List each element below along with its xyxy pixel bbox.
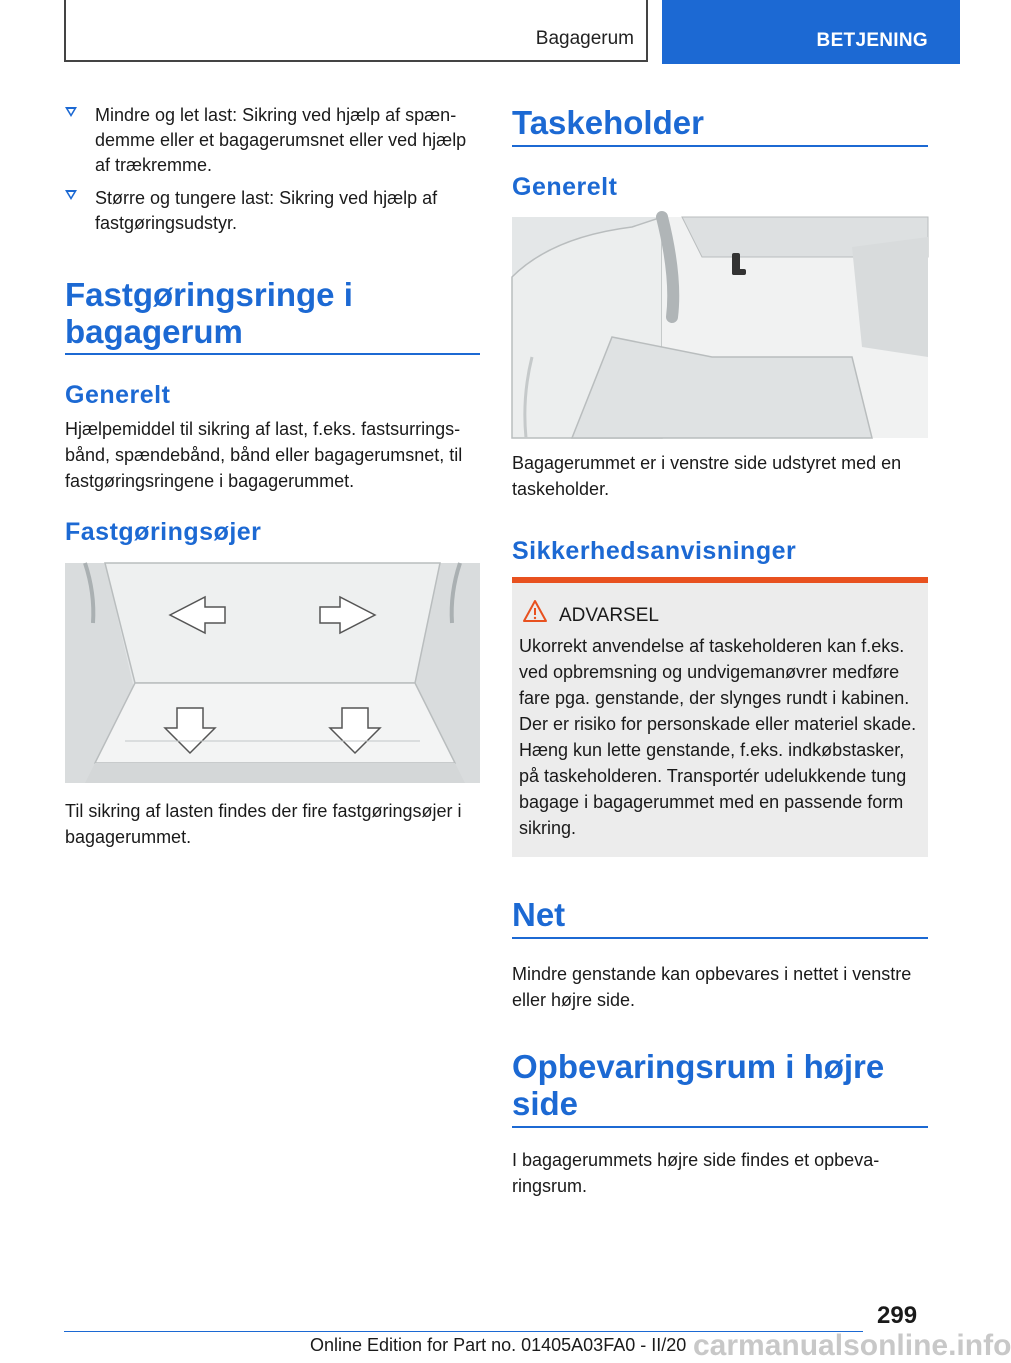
bullet-item [65, 103, 480, 178]
watermark: carmanualsonline.info [693, 1329, 1011, 1362]
warning-box [512, 577, 928, 857]
bag-holder-image [512, 217, 928, 438]
triangle-bullet-icon [65, 107, 77, 117]
taskeholder-paragraph: Bagagerummet er i venstre side udstyret med en taskeholder. [512, 453, 902, 499]
heading-taskeholder: Taskeholder [512, 104, 704, 141]
edition-text: Online Edition for Part no. 01405A03FA0 - II/20 [310, 1335, 687, 1355]
generelt-paragraph: Hjælpemiddel til sikring af last, f.eks. fastsurringsbånd, spændebånd, bånd eller bagagerumsnet, til fastgøringsringene i bagagerummet. [65, 419, 463, 491]
heading-rule [512, 145, 928, 147]
bullet-text: Større og tungere last: Sikring ved hjælp af fastgøringsudstyr. [95, 188, 438, 233]
page-number: 299 [877, 1302, 918, 1329]
warning-bar [512, 577, 928, 583]
heading-net: Net [512, 896, 566, 933]
heading-generelt-left: Generelt [65, 381, 171, 409]
triangle-bullet-icon [65, 190, 77, 200]
warning-text: Ukorrekt anvendelse af taskeholderen kan f.eks. ved opbremsning og undvigemanøvrer medføre fare pga. genstande, der slynges rundt i kabinen. Der er risiko for personskade eller materiel skade. Hæng kun lette genstande, f.eks. indkøbstasker, på taskeholderen. Transportér udelukkende tung bagage i bagagerummet med en passende form sikring. [519, 636, 917, 838]
trunk-illustration [65, 563, 480, 783]
header-frame [64, 0, 648, 62]
warning-triangle-icon [522, 599, 548, 623]
heading-opbevaringsrum: Opbevaringsrum i højre side [512, 1048, 885, 1122]
heading-rule [65, 353, 480, 355]
heading-generelt-right: Generelt [512, 173, 618, 201]
heading-sikkerhedsanvisninger: Sikkerhedsanvisninger [512, 537, 797, 565]
net-paragraph: Mindre genstande kan opbevares i nettet i venstre eller højre side. [512, 964, 912, 1010]
bullet-text: Mindre og let last: Sikring ved hjælp af spændemme eller et bagagerumsnet eller ved hjælp af trækremme. [95, 105, 467, 175]
section-title: Bagagerum [535, 28, 634, 49]
bullet-item [65, 186, 480, 236]
warning-title: ADVARSEL [559, 605, 659, 626]
trunk-tie-down-image [65, 563, 480, 783]
heading-rule [512, 1126, 928, 1128]
chapter-tab[interactable]: BETJENING [662, 0, 960, 64]
bag-holder-illustration [512, 217, 928, 438]
heading-rule [512, 937, 928, 939]
heading-fastgoringsringe: Fastgøringsringe i bagagerum [65, 276, 353, 350]
opbevaringsrum-paragraph: I bagagerummets højre side findes et opbevaringsrum. [512, 1150, 880, 1196]
heading-fastgoringsojer: Fastgøringsøjer [65, 518, 262, 546]
ojer-paragraph: Til sikring af lasten findes der fire fastgøringsøjer i bagagerummet. [65, 801, 462, 847]
